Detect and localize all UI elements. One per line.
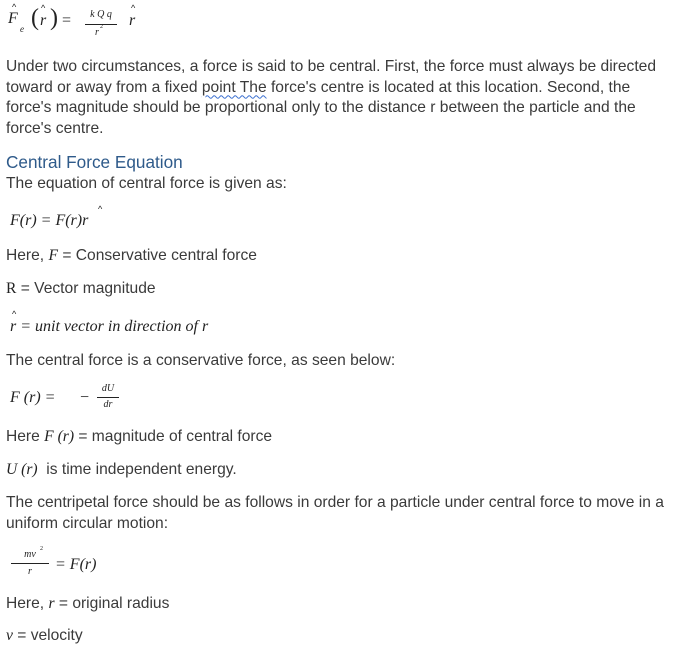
here2-symbol: F (r) — [44, 428, 75, 445]
para1-text-start: Under two circumstances, a force is said to be central. First, the force must always be directed toward or away from a fixed — [6, 58, 657, 96]
rhat-def-hat: ^ — [12, 309, 17, 319]
eq1-open-paren: ( — [31, 5, 39, 31]
section-heading: Central Force Equation — [6, 152, 183, 172]
eq1-close-paren: ) — [50, 5, 58, 31]
eq1-numerator: k Q q — [90, 9, 112, 20]
eq1-equals: = — [62, 12, 72, 29]
conservative-statement: The central force is a conservative force, as seen below: — [6, 352, 396, 369]
here2-prefix: Here — [6, 428, 45, 445]
eq3-minus: − — [80, 389, 90, 406]
eq4-rhs: = F(r) — [55, 556, 97, 573]
definition-radius — [6, 594, 169, 615]
eq1-unit-r: r — [129, 12, 136, 29]
here2-rest: = magnitude of central force — [74, 428, 273, 445]
here1-rest: = Conservative central force — [58, 247, 257, 264]
definition-vector-magnitude — [6, 279, 156, 300]
eq2-r-hat: ^ — [98, 204, 103, 214]
u-def-rest: is time independent energy. — [37, 461, 237, 478]
definition-conservative-force — [6, 246, 257, 267]
eq3-numerator: dU — [101, 383, 115, 394]
eq1-r-hat: ^ — [41, 3, 46, 13]
eq4-fraction-bar — [11, 563, 49, 564]
eq4-numerator: mv — [24, 549, 36, 560]
para1-text-end: force's centre is located at this location. Second, the force's magnitude should be proportional only to the distance r between the particle and the force's centre. — [6, 78, 636, 137]
eq1-denominator: r — [95, 27, 99, 38]
eq1-subscript-e: e — [20, 24, 24, 34]
eq1-force-hat: ^ — [12, 2, 17, 12]
eq1-denominator-exponent: 2 — [100, 24, 103, 30]
here3-rest: = original radius — [54, 595, 170, 612]
definition-velocity — [6, 626, 83, 647]
intro-text: The equation of central force is given as: — [6, 175, 287, 192]
spelling-flag-point-the: point The — [201, 78, 267, 96]
eq3-lhs: F (r) = — [10, 389, 56, 406]
here1-symbol: F — [48, 247, 58, 264]
eq4-exponent: 2 — [40, 546, 43, 552]
paragraph-central-force-conditions — [6, 57, 674, 139]
eq2-text: F(r) = F(r)r — [10, 212, 89, 229]
definition-force-magnitude — [6, 427, 272, 448]
eq3-denominator: dr — [103, 399, 113, 410]
eq4-denominator: r — [28, 566, 32, 577]
here3-symbol: r — [48, 595, 55, 612]
v-def-rest: = velocity — [12, 627, 83, 644]
here3-prefix: Here, — [6, 595, 49, 612]
v-def-symbol: v — [6, 627, 13, 644]
here1-prefix: Here, — [6, 247, 49, 264]
rhat-def-text: r = unit vector in direction of r — [10, 318, 209, 335]
r-def-rest: = Vector magnitude — [16, 280, 156, 297]
r-def-symbol: R — [6, 280, 17, 297]
eq1-r-symbol: r — [40, 12, 47, 29]
centripetal-statement: The centripetal force should be as follows in order for a particle under central force to move in a uniform circular motion: — [6, 494, 664, 532]
eq1-unit-r-hat: ^ — [131, 3, 136, 13]
u-def-symbol: U (r) — [6, 461, 38, 478]
eq3-fraction-bar — [97, 397, 119, 398]
eq1-force-symbol: F — [8, 10, 18, 27]
definition-potential-energy — [6, 460, 237, 481]
